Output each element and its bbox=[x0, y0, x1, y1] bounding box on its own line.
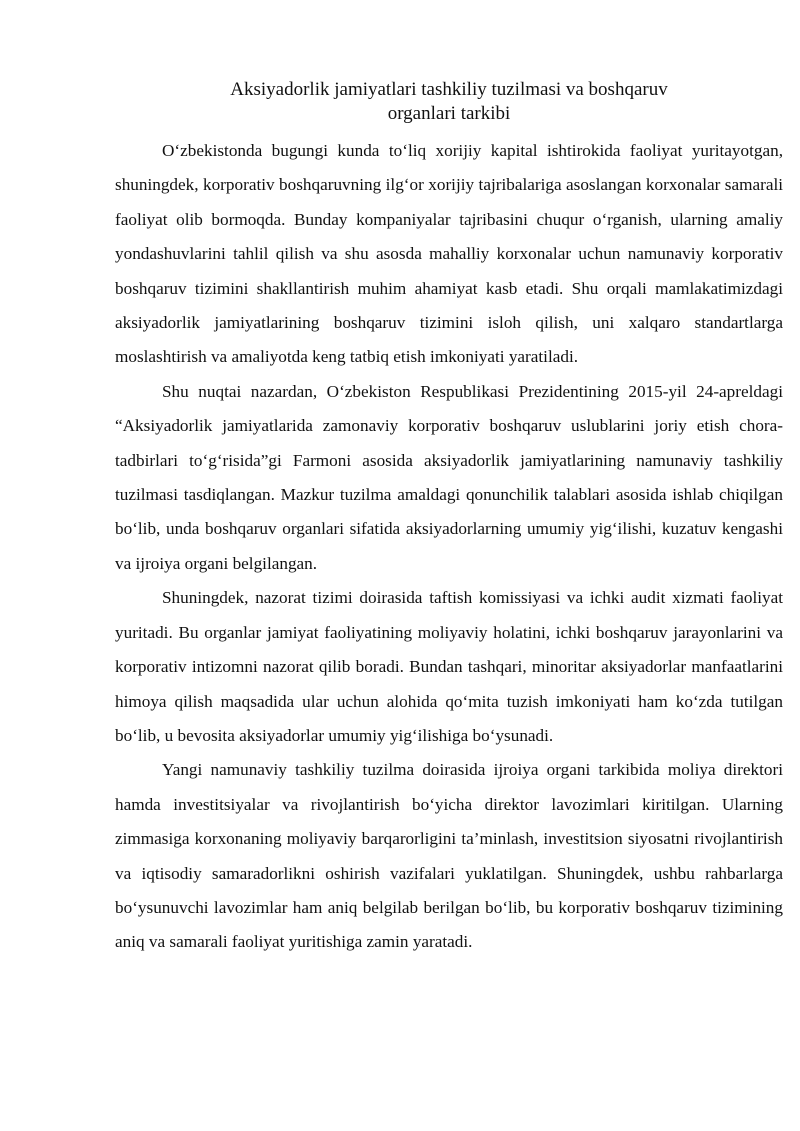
document-title bbox=[115, 78, 783, 126]
document-page bbox=[115, 70, 783, 960]
title-line-2: organlari tarkibi bbox=[387, 103, 511, 124]
paragraph-4: Yangi namunaviy tashkiliy tuzilma doirasida ijroiya organi tarkibida moliya direktori hamda investitsiyalar va rivojlantirish bo‘yicha direktor lavozimlari kiritilgan. Ularning zimmasiga korxonaning moliyaviy barqarorligini ta’minlash, investitsion siyosatni rivojlantirish va iqtisodiy samaradorlikni oshirish vazifalari yuklatilgan. Shuningdek, ushbu rahbarlarga bo‘ysunuvchi lavozimlar ham aniq belgilab berilgan bo‘lib, bu korporativ boshqaruv tizimining aniq va samarali faoliyat yuritishiga zamin yaratadi. bbox=[115, 760, 783, 952]
paragraph-1: O‘zbekistonda bugungi kunda to‘liq xorijiy kapital ishtirokida faoliyat yuritayotgan, shuningdek, korporativ boshqaruvning ilg‘or xorijiy tajribalariga asoslangan korxonalar samarali faoliyat olib bormoqda. Bunday kompaniyalar tajribasini chuqur o‘rganish, ularning amaliy yondashuvlarini tahlil qilish va shu asosda mahalliy korxonalar uchun namunaviy korporativ boshqaruv tizimini shakllantirish muhim ahamiyat kasb etadi. Shu orqali mamlakatimizdagi aksiyadorlik jamiyatlarining boshqaruv tizimini isloh qilish, uni xalqaro standartlarga moslashtirish va amaliyotda keng tatbiq etish imkoniyati yaratiladi. bbox=[115, 141, 783, 367]
paragraph-2: Shu nuqtai nazardan, O‘zbekiston Respublikasi Prezidentining 2015-yil 24-apreldagi “Aksiyadorlik jamiyatlarida zamonaviy korporativ boshqaruv uslublarini joriy etish chora-tadbirlari to‘g‘risida”gi Farmoni asosida aksiyadorlik jamiyatlarining namunaviy tashkiliy tuzilmasi tasdiqlangan. Mazkur tuzilma amaldagi qonunchilik talablari asosida ishlab chiqilgan bo‘lib, unda boshqaruv organlari sifatida aksiyadorlarning umumiy yig‘ilishi, kuzatuv kengashi va ijroiya organi belgilangan. bbox=[115, 381, 783, 573]
title-line-1: Aksiyadorlik jamiyatlari tashkiliy tuzilmasi va boshqaruv bbox=[230, 79, 668, 100]
paragraph-3: Shuningdek, nazorat tizimi doirasida taftish komissiyasi va ichki audit xizmati faoliyat yuritadi. Bu organlar jamiyat faoliyatining moliyaviy holatini, ichki boshqaruv jarayonlarini va korporativ intizomni nazorat qilib boradi. Bundan tashqari, minoritar aksiyadorlar manfaatlarini himoya qilish maqsadida ular uchun alohida qo‘mita tuzish imkoniyati ham ko‘zda tutilgan bo‘lib, u bevosita aksiyadorlar umumiy yig‘ilishiga bo‘ysunadi. bbox=[115, 588, 783, 745]
